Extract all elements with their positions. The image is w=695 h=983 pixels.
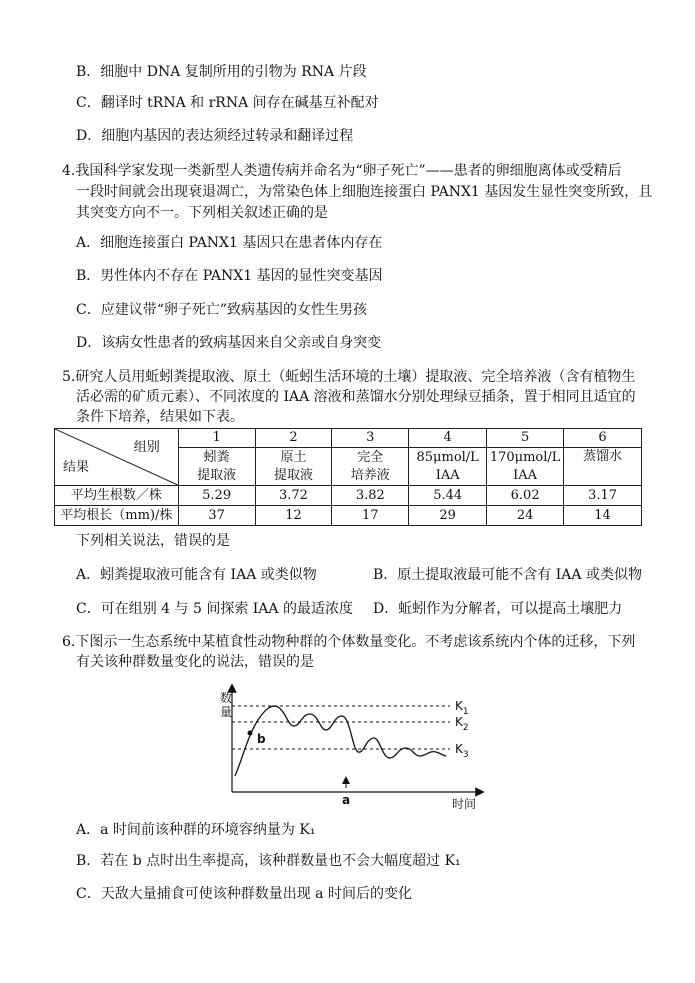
table-cell: 3.17 [564,486,642,506]
group-number: 5 [487,429,564,448]
q4-stem-line-2: 一段时间就会出现衰退凋亡，为常染色体上细胞连接蛋白 PANX1 基因发生显性突变所致，且 [76,184,653,200]
q6-option-b: B．若在 b 点时出生率提高，该种群数量也不会大幅度超过 K₁ [76,853,461,869]
y-axis-label-1: 数 [220,691,233,705]
treatment-line: 85μmol/L [416,449,479,465]
table-cell: 29 [409,506,487,526]
treatment-line: 蒸馏水 [583,449,623,464]
table-cell: 24 [487,506,564,526]
treatment-line: 170μmol/L [489,449,561,465]
table-cell: 3.82 [332,486,409,506]
treatment-line: 原土 [280,449,307,465]
results-table [54,428,642,526]
treatment-cell [178,448,255,486]
treatment-cell [255,448,332,486]
q5-stem-line-2: 活必需的矿质元素）、不同浓度的 IAA 溶液和蒸馏水分别处理绿豆插条，置于相同且适宜的 [76,389,636,405]
treatment-line: IAA [435,467,460,483]
table-cell: 12 [255,506,332,526]
group-number: 2 [255,429,332,448]
treatment-cell [487,448,564,486]
row-label: 平均根长（mm)/株 [55,506,179,526]
q5-stem-line-1: 5.研究人员用蚯蚓粪提取液、原土（蚯蚓生活环境的土壤）提取液、完全培养液（含有植物生 [62,369,636,385]
q3-option-b: B．细胞中 DNA 复制所用的引物为 RNA 片段 [76,64,367,80]
k2-label: $K_2$ [455,715,469,733]
q5-option-c: C．可在组别 4 与 5 间探索 IAA 的最适浓度 [76,601,353,617]
q5-prompt: 下列相关说法，错误的是 [76,533,230,549]
group-number: 4 [409,429,487,448]
q4-stem-line-1: 4.我国科学家发现一类新型人类遗传病并命名为“卵子死亡”——患者的卵细胞离体或受精后 [62,163,622,179]
group-number: 6 [564,429,642,448]
q5-option-b: B．原土提取液最可能不含有 IAA 或类似物 [373,567,642,583]
q4-option-d: D．该病女性患者的致病基因来自父亲或自身突变 [76,335,382,351]
time-a-label: a [342,793,351,807]
group-number: 3 [332,429,409,448]
q5-option-a: A．蚓粪提取液可能含有 IAA 或类似物 [76,567,317,583]
q4-option-b: B．男性体内不存在 PANX1 基因的显性突变基因 [76,268,383,284]
treatment-cell [564,448,642,486]
treatment-line: 完全 [357,449,384,465]
q5-stem-line-3: 条件下培养，结果如下表。 [76,409,244,425]
point-b [248,731,253,736]
treatment-line: IAA [513,467,538,483]
corner-group-label: 组别 [133,440,160,455]
population-curve [235,706,446,776]
corner-result-label: 结果 [63,460,90,475]
table-cell: 17 [332,506,409,526]
y-axis-label-2: 量 [220,705,233,719]
q6-stem-line-2: 有关该种群数量变化的说法，错误的是 [76,654,314,670]
q6-option-a: A．a 时间前该种群的环境容纳量为 K₁ [76,822,316,838]
table-cell: 5.44 [409,486,487,506]
table-cell: 37 [178,506,255,526]
k3-label: $K_3$ [455,742,469,760]
q6-option-c: C．天敌大量捕食可使该种群数量出现 a 时间后的变化 [76,886,412,902]
table-corner-cell [55,429,179,486]
q3-option-d: D．细胞内基因的表达须经过转录和翻译过程 [76,128,354,144]
q3-option-c: C．翻译时 tRNA 和 rRNA 间存在碱基互补配对 [76,95,379,111]
q4-option-a: A．细胞连接蛋白 PANX1 基因只在患者体内存在 [76,235,383,251]
q6-stem-line-1: 6.下图示一生态系统中某植食性动物种群的个体数量变化。不考虑该系统内个体的迁移，下列 [62,634,636,650]
treatment-line: 提取液 [197,467,237,483]
treatment-cell [409,448,487,486]
treatment-cell [332,448,409,486]
treatment-line: 培养液 [350,467,390,483]
q5-option-d: D．蚯蚓作为分解者，可以提高土壤肥力 [373,601,623,617]
x-axis-label: 时间 [452,797,477,810]
treatment-line: 提取液 [273,467,313,483]
table-cell: 6.02 [487,486,564,506]
point-b-label: b [257,732,266,746]
table-cell: 5.29 [178,486,255,506]
group-number: 1 [178,429,255,448]
treatment-line: 蚓粪 [203,449,230,465]
population-graph [200,680,490,810]
k1-label: $K_1$ [455,699,469,717]
q4-stem-line-3: 其突变方向不一。下列相关叙述正确的是 [76,205,328,221]
row-label: 平均生根数／株 [55,486,179,506]
table-cell: 14 [564,506,642,526]
q4-option-c: C．应建议带“卵子死亡”致病基因的女性生男孩 [76,302,368,318]
table-cell: 3.72 [255,486,332,506]
